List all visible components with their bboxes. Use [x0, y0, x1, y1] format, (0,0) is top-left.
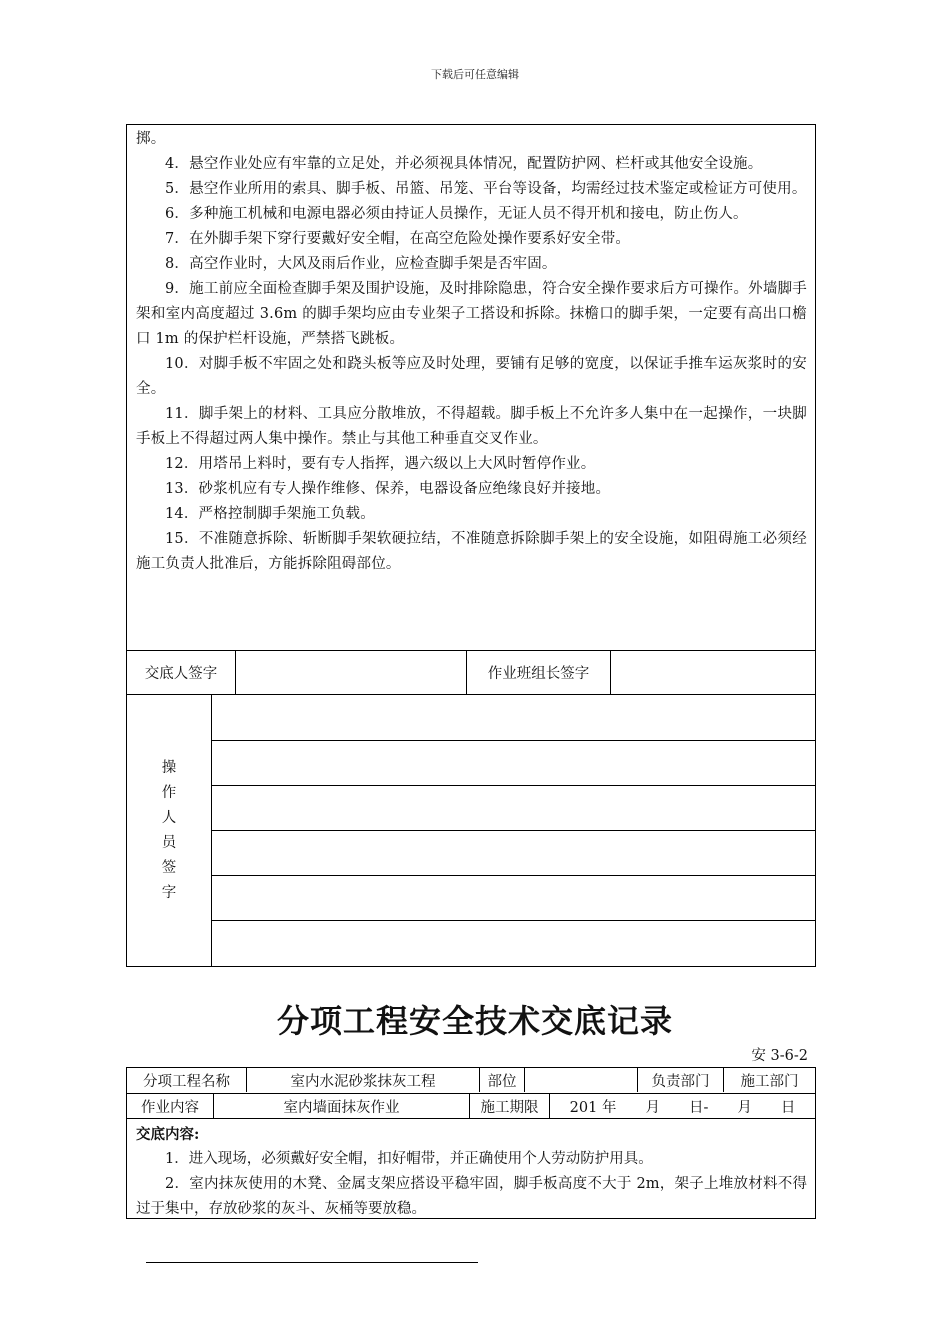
location-value[interactable]: [524, 1068, 637, 1092]
paragraph: 1．进入现场，必须戴好安全帽，扣好帽带，并正确使用个人劳动防护用具。: [165, 1151, 653, 1167]
operator-sign-label: [127, 695, 212, 966]
paragraph: 4．悬空作业处应有牢靠的立足处，并必须视具体情况，配置防护网、栏杆或其他安全设施。: [165, 156, 763, 172]
record-row-2: [127, 1093, 815, 1118]
safety-items-table: [126, 124, 816, 967]
operator-sign-line[interactable]: [212, 875, 815, 876]
paragraph: 8．高空作业时，大风及雨后作业，应检查脚手架是否牢固。: [165, 256, 557, 272]
project-name-value: 室内水泥砂浆抹灰工程: [246, 1068, 479, 1092]
leader-sign-field[interactable]: [610, 651, 815, 694]
label-char: 作: [161, 784, 177, 801]
dept-label: 负责部门: [637, 1068, 723, 1092]
record-table: [126, 1067, 816, 1219]
paragraph: 5．悬空作业所用的索具、脚手板、吊篮、吊笼、平台等设备，均需经过技术鉴定或检证方可使用。: [165, 181, 807, 197]
label-char: 签: [161, 859, 177, 876]
label-char: 员: [161, 834, 177, 851]
header-note: 下载后可任意编辑: [431, 68, 519, 81]
dept-value: 施工部门: [723, 1068, 815, 1092]
operator-sign-line[interactable]: [212, 785, 815, 786]
record-title: 分项工程安全技术交底记录: [276, 1002, 673, 1040]
discloser-sign-label: 交底人签字: [144, 666, 218, 682]
paragraph: 11．脚手架上的材料、工具应分散堆放，不得超载。脚手板上不允许多人集中在一起操作，一块脚手板上不得超过两人集中操作。禁止与其他工种垂直交叉作业。: [136, 406, 807, 447]
period-label: 施工期限: [469, 1094, 549, 1118]
disclosure-content: [127, 1118, 815, 1218]
operator-sign-line[interactable]: [212, 830, 815, 831]
form-code: 安 3-6-2: [751, 1048, 808, 1064]
safety-items-text: [127, 125, 815, 650]
record-row-1: [127, 1068, 815, 1093]
paragraph: 7．在外脚手架下穿行要戴好安全帽，在高空危险处操作要系好安全带。: [165, 231, 631, 247]
work-content-label: 作业内容: [141, 1099, 199, 1116]
paragraph: 12．用塔吊上料时，要有专人指挥，遇六级以上大风时暂停作业。: [165, 456, 596, 472]
label-char: 操: [161, 759, 177, 776]
paragraph: 13．砂浆机应有专人操作维修、保养，电器设备应绝缘良好并接地。: [165, 481, 611, 497]
label-char: 人: [161, 809, 177, 826]
paragraph: 10．对脚手板不牢固之处和跷头板等应及时处理，要铺有足够的宽度，以保证手推车运灰浆时的安全。: [136, 356, 807, 397]
footer-divider: [146, 1262, 478, 1263]
work-content-value: 室内墙面抹灰作业: [213, 1094, 469, 1118]
disclosure-heading: 交底内容:: [136, 1126, 200, 1143]
leader-sign-label: 作业班组长签字: [466, 651, 610, 694]
period-value: 201 年 月 日- 月 日: [549, 1094, 815, 1118]
location-label: 部位: [479, 1068, 524, 1092]
paragraph: 6．多种施工机械和电源电器必须由持证人员操作，无证人员不得开机和接电，防止伤人。: [165, 206, 748, 222]
operator-sign-section: [127, 694, 815, 966]
paragraph: 掷。: [136, 131, 166, 147]
paragraph: 9．施工前应全面检查脚手架及围护设施，及时排除隐患，符合安全操作要求后方可操作。外墙脚手架和室内高度超过 3.6m 的脚手架均应由专业架子工搭设和拆除。抹檐口的脚手架，一定要有高出口檐口 1m 的保护栏杆设施，严禁搭飞跳板。: [136, 281, 807, 347]
discloser-sign-field[interactable]: [235, 651, 466, 694]
operator-sign-line[interactable]: [212, 740, 815, 741]
signature-row: [127, 650, 815, 694]
operator-sign-line[interactable]: [212, 920, 815, 921]
paragraph: 14．严格控制脚手架施工负载。: [165, 506, 375, 522]
label-char: 字: [161, 884, 177, 901]
paragraph: 15．不准随意拆除、斩断脚手架软硬拉结，不准随意拆除脚手架上的安全设施，如阻碍施工必须经施工负责人批准后，方能拆除阻碍部位。: [136, 531, 807, 572]
project-name-label: 分项工程名称: [143, 1073, 230, 1090]
paragraph: 2．室内抹灰使用的木凳、金属支架应搭设平稳牢固，脚手板高度不大于 2m，架子上堆放材料不得过于集中，存放砂浆的灰斗、灰桶等要放稳。: [136, 1176, 807, 1217]
